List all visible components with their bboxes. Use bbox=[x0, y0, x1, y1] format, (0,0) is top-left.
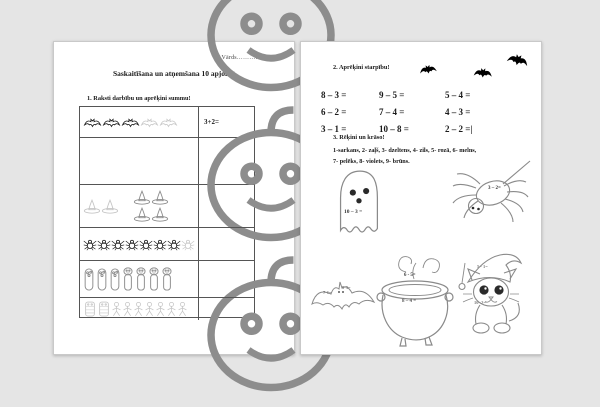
skeleton-icon bbox=[133, 301, 144, 318]
spider-icon bbox=[97, 238, 111, 251]
icon-group bbox=[133, 189, 177, 223]
skeleton-icon bbox=[155, 301, 166, 318]
answer-cell[interactable] bbox=[199, 228, 254, 260]
witch-cat-coloring-image bbox=[452, 247, 534, 341]
name-field-label: Vārds……………… bbox=[221, 55, 274, 61]
answer-cell[interactable] bbox=[199, 261, 254, 297]
table-row bbox=[80, 228, 254, 261]
spider-icon bbox=[153, 238, 167, 251]
bat-icon bbox=[505, 49, 532, 69]
equation[interactable]: 3 – 1 = bbox=[321, 124, 347, 134]
answer-cell[interactable]: 3+2= bbox=[204, 118, 219, 126]
spider-icon bbox=[167, 238, 181, 251]
cauldron-rim-equation: 6 - 5= bbox=[404, 273, 416, 278]
icon-group bbox=[111, 301, 188, 318]
cat-body-equation: 10 -2= bbox=[474, 300, 486, 305]
task2-instruction: 2. Aprēķini starpību! bbox=[333, 64, 390, 71]
equation[interactable]: 6 – 2 = bbox=[321, 107, 347, 117]
equation[interactable]: 8 – 3 = bbox=[321, 90, 347, 100]
table-row bbox=[80, 298, 254, 320]
hat-icon bbox=[151, 206, 169, 223]
hat-icon bbox=[133, 206, 151, 223]
pumpkin-candle-icon bbox=[135, 267, 148, 292]
pumpkin-candle-icon bbox=[161, 267, 174, 292]
color-key-line2: 7- pelēks, 8- violets, 9- brūns. bbox=[333, 158, 410, 165]
bat-coloring-image bbox=[308, 273, 378, 325]
mummy-icon bbox=[97, 300, 111, 318]
icon-group bbox=[83, 300, 111, 318]
cauldron-coloring-image bbox=[371, 252, 459, 349]
answer-cell[interactable] bbox=[199, 185, 254, 227]
skeleton-icon bbox=[177, 301, 188, 318]
table-row bbox=[80, 138, 254, 185]
equation[interactable]: 10 – 8 = bbox=[379, 124, 409, 134]
hat-icon bbox=[101, 198, 119, 215]
skeleton-icon bbox=[144, 301, 155, 318]
equation[interactable]: 5 – 4 = bbox=[445, 90, 471, 100]
hat-icon bbox=[151, 189, 169, 206]
pumpkin-candle-icon bbox=[122, 267, 135, 292]
icon-group bbox=[83, 238, 181, 251]
task3-instruction: 3. Rēķini un krāso! bbox=[333, 134, 385, 141]
equation[interactable]: 9 – 5 = bbox=[379, 90, 405, 100]
icon-group bbox=[83, 267, 122, 292]
skeleton-icon bbox=[122, 301, 133, 318]
skeleton-icon bbox=[166, 301, 177, 318]
skeleton-icon bbox=[111, 301, 122, 318]
page-title: Saskaitīšana un atņemšana 10 apjomā bbox=[112, 69, 236, 78]
bat-left-wing-equation: 7-1= bbox=[323, 290, 332, 295]
picture-table bbox=[79, 106, 255, 318]
table-row bbox=[80, 261, 254, 298]
cat-hat-equation: 5 - 1= bbox=[477, 264, 488, 269]
picture-cell bbox=[80, 298, 199, 320]
icon-group bbox=[122, 267, 174, 292]
ghost-candle-icon bbox=[109, 267, 122, 292]
picture-cell bbox=[80, 261, 199, 297]
equation[interactable]: 2 – 2 =| bbox=[445, 124, 473, 134]
color-key-line1: 1-sarkans, 2- zaļš, 3- dzeltens, 4- zils, 5- rozā, 6- melns, bbox=[333, 147, 477, 154]
worksheet-right-page[interactable] bbox=[300, 41, 542, 355]
spider-coloring-image bbox=[446, 159, 532, 233]
table-row bbox=[80, 185, 254, 228]
cauldron-body-equation: 8 – 4 = bbox=[402, 299, 417, 304]
spider-equation: 3 – 2= bbox=[488, 186, 501, 191]
icon-group bbox=[181, 238, 195, 251]
icon-group bbox=[83, 198, 119, 215]
ghost-candle-icon bbox=[83, 267, 96, 292]
bat-icon bbox=[473, 65, 494, 79]
equation[interactable]: 4 – 3 = bbox=[445, 107, 471, 117]
bat-icon bbox=[102, 116, 121, 129]
answer-cell[interactable] bbox=[199, 138, 254, 184]
ghost-candle-icon bbox=[96, 267, 109, 292]
spider-icon bbox=[139, 238, 153, 251]
worksheet-left-page[interactable] bbox=[53, 41, 295, 355]
spider-icon bbox=[83, 238, 97, 251]
spider-icon bbox=[181, 238, 195, 251]
picture-cell bbox=[80, 228, 199, 260]
picture-cell bbox=[80, 185, 199, 227]
spider-icon bbox=[125, 238, 139, 251]
ghost-equation: 10 – 3 = bbox=[344, 209, 363, 215]
hat-icon bbox=[133, 189, 151, 206]
hat-icon bbox=[83, 198, 101, 215]
picture-cell bbox=[80, 138, 199, 184]
answer-cell[interactable] bbox=[199, 298, 254, 320]
subtraction-equations bbox=[321, 90, 511, 134]
bat-icon bbox=[418, 62, 437, 76]
bat-right-wing-equation: 9-3= bbox=[342, 285, 351, 290]
spider-icon bbox=[111, 238, 125, 251]
ghost-coloring-image bbox=[327, 167, 393, 255]
equation[interactable]: 7 – 4 = bbox=[379, 107, 405, 117]
pumpkin-candle-icon bbox=[148, 267, 161, 292]
mummy-icon bbox=[83, 300, 97, 318]
task1-instruction: 1. Raksti darbību un aprēķini summu! bbox=[87, 95, 191, 102]
bat-icon bbox=[83, 116, 102, 129]
